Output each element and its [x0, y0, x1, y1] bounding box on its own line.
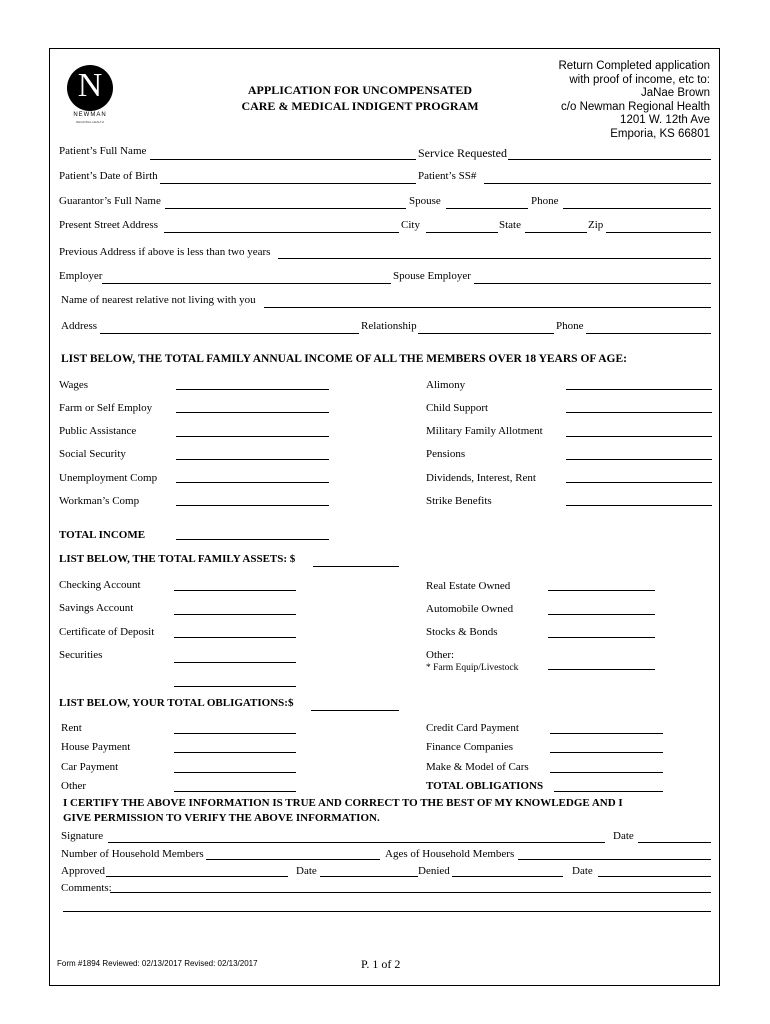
- patient-full-name-field[interactable]: [150, 159, 416, 160]
- logo-name: NEWMAN: [73, 112, 107, 118]
- label-approved-date: Date: [296, 865, 317, 877]
- asset-field[interactable]: [174, 686, 296, 687]
- income-field[interactable]: [566, 389, 712, 390]
- obligation-field[interactable]: [550, 752, 663, 753]
- return-line: Emporia, KS 66801: [610, 127, 710, 140]
- certify-line2: GIVE PERMISSION TO VERIFY THE ABOVE INFORMATION.: [63, 812, 380, 824]
- obligation-field[interactable]: [174, 791, 296, 792]
- income-field[interactable]: [176, 412, 329, 413]
- income-field[interactable]: [176, 482, 329, 483]
- denied-field[interactable]: [452, 876, 563, 877]
- form-number: Form #1894 Reviewed: 02/13/2017 Revised: 02/13/2017: [57, 959, 258, 968]
- asset-label: Other:: [426, 649, 455, 661]
- total-income-label: TOTAL INCOME: [59, 529, 146, 541]
- approved-date-field[interactable]: [320, 876, 418, 877]
- assets-heading: LIST BELOW, THE TOTAL FAMILY ASSETS: $: [59, 553, 296, 565]
- approved-field[interactable]: [106, 876, 288, 877]
- asset-field[interactable]: [174, 637, 296, 638]
- income-field[interactable]: [176, 459, 329, 460]
- return-line: with proof of income, etc to:: [569, 73, 710, 86]
- income-label: Public Assistance: [59, 425, 137, 437]
- asset-field[interactable]: [548, 590, 655, 591]
- return-address: [558, 60, 710, 141]
- phone2-field[interactable]: [586, 333, 711, 334]
- income-label: Farm or Self Employ: [59, 402, 153, 414]
- asset-other-note: * Farm Equip/Livestock: [426, 663, 519, 673]
- asset-field[interactable]: [548, 669, 655, 670]
- asset-field[interactable]: [174, 614, 296, 615]
- asset-field[interactable]: [174, 662, 296, 663]
- return-line: JaNae Brown: [640, 87, 710, 99]
- income-field[interactable]: [176, 389, 329, 390]
- obligation-label: Make & Model of Cars: [426, 761, 529, 773]
- label-city: City: [401, 219, 420, 231]
- income-label: Workman’s Comp: [59, 495, 140, 507]
- asset-label: Real Estate Owned: [426, 580, 511, 592]
- service-requested-field[interactable]: [508, 159, 711, 160]
- obligation-field[interactable]: [174, 772, 296, 773]
- denied-date-field[interactable]: [598, 876, 711, 877]
- income-heading: LIST BELOW, THE TOTAL FAMILY ANNUAL INCOME OF ALL THE MEMBERS OVER 18 YEARS OF AGE:: [61, 353, 627, 365]
- asset-field[interactable]: [548, 637, 655, 638]
- comments-field-line2[interactable]: [63, 911, 711, 912]
- label-comments: Comments:: [61, 882, 112, 894]
- label-denied-date: Date: [572, 865, 593, 877]
- income-field[interactable]: [566, 482, 712, 483]
- form-title-line2: CARE & MEDICAL INDIGENT PROGRAM: [241, 99, 479, 113]
- relationship-field[interactable]: [418, 333, 554, 334]
- label-guarantor: Guarantor’s Full Name: [59, 195, 161, 207]
- income-label: Dividends, Interest, Rent: [426, 472, 536, 484]
- label-spouse-employer: Spouse Employer: [393, 270, 471, 282]
- form-border: [49, 48, 720, 986]
- label-dob: Patient’s Date of Birth: [59, 170, 158, 182]
- income-label: Child Support: [426, 402, 489, 414]
- label-ss: Patient’s SS#: [418, 170, 477, 182]
- obligation-label: House Payment: [61, 741, 131, 753]
- asset-label: Automobile Owned: [426, 603, 514, 615]
- state-field[interactable]: [525, 232, 587, 233]
- ss-field[interactable]: [484, 183, 711, 184]
- dob-field[interactable]: [160, 183, 416, 184]
- return-line: 1201 W. 12th Ave: [620, 114, 710, 126]
- label-patient-full-name: Patient’s Full Name: [59, 145, 147, 157]
- income-field[interactable]: [176, 436, 329, 437]
- label-employer: Employer: [59, 270, 103, 282]
- asset-label: Checking Account: [59, 579, 141, 591]
- label-street: Present Street Address: [59, 219, 158, 231]
- label-ages: Ages of Household Members: [385, 848, 515, 860]
- obligation-field[interactable]: [174, 733, 296, 734]
- income-label: Pensions: [426, 448, 466, 460]
- obligation-label: Credit Card Payment: [426, 722, 519, 734]
- income-label: Social Security: [59, 448, 126, 460]
- obligation-label: Finance Companies: [426, 741, 514, 753]
- label-relationship: Relationship: [361, 320, 417, 332]
- return-line: c/o Newman Regional Health: [561, 100, 710, 113]
- obligation-field[interactable]: [174, 752, 296, 753]
- obligation-label: Other: [61, 780, 87, 792]
- previous-address-field[interactable]: [278, 258, 711, 259]
- label-service-requested: Service Requested: [418, 146, 507, 160]
- obligation-field[interactable]: [550, 733, 663, 734]
- label-previous-address: Previous Address if above is less than two years: [59, 246, 271, 258]
- label-denied: Denied: [418, 865, 450, 877]
- label-zip: Zip: [588, 219, 604, 231]
- comments-field[interactable]: [110, 892, 711, 893]
- total-income-field[interactable]: [176, 539, 329, 540]
- income-field[interactable]: [176, 505, 329, 506]
- label-nearest-relative: Name of nearest relative not living with you: [61, 294, 256, 306]
- logo-sub: REGIONAL HEALTH: [76, 120, 104, 124]
- total-obligations-field[interactable]: [554, 791, 663, 792]
- household-members-field[interactable]: [206, 859, 380, 860]
- city-field[interactable]: [426, 232, 498, 233]
- guarantor-field[interactable]: [165, 208, 406, 209]
- certify-line1: I CERTIFY THE ABOVE INFORMATION IS TRUE AND CORRECT TO THE BEST OF MY KNOWLEDGE AND I: [63, 797, 623, 809]
- total-obligations-dollar-field[interactable]: [311, 710, 399, 711]
- label-signature: Signature: [61, 830, 104, 842]
- phone-field[interactable]: [563, 208, 711, 209]
- label-phone: Phone: [531, 195, 559, 207]
- form-title-line1: APPLICATION FOR UNCOMPENSATED: [247, 83, 473, 97]
- total-obligations-label: TOTAL OBLIGATIONS: [426, 780, 544, 792]
- spouse-employer-field[interactable]: [474, 283, 711, 284]
- asset-label: Stocks & Bonds: [426, 626, 498, 638]
- obligations-heading: LIST BELOW, YOUR TOTAL OBLIGATIONS:$: [59, 697, 294, 709]
- signature-date-field[interactable]: [638, 842, 711, 843]
- address-field[interactable]: [100, 333, 359, 334]
- nearest-relative-field[interactable]: [264, 307, 711, 308]
- label-household-members: Number of Household Members: [61, 848, 204, 860]
- label-state: State: [499, 219, 521, 231]
- income-field[interactable]: [566, 459, 712, 460]
- logo-letter: N: [77, 67, 103, 104]
- obligation-field[interactable]: [550, 772, 663, 773]
- asset-label: Securities: [59, 649, 103, 661]
- spouse-field[interactable]: [446, 208, 528, 209]
- income-label: Alimony: [426, 379, 466, 391]
- income-label: Unemployment Comp: [59, 472, 158, 484]
- income-label: Military Family Allotment: [426, 425, 543, 437]
- total-assets-field[interactable]: [313, 566, 399, 567]
- page-number: P. 1 of 2: [361, 957, 401, 971]
- zip-field[interactable]: [606, 232, 711, 233]
- obligation-label: Car Payment: [61, 761, 119, 773]
- asset-label: Savings Account: [59, 602, 134, 614]
- income-field[interactable]: [566, 412, 712, 413]
- label-address: Address: [61, 320, 98, 332]
- label-date: Date: [613, 830, 634, 842]
- return-line: Return Completed application: [558, 60, 710, 72]
- signature-field[interactable]: [108, 842, 605, 843]
- income-field[interactable]: [566, 505, 712, 506]
- income-label: Strike Benefits: [426, 495, 492, 507]
- asset-field[interactable]: [548, 614, 655, 615]
- label-phone2: Phone: [556, 320, 584, 332]
- income-field[interactable]: [566, 436, 712, 437]
- ages-field[interactable]: [518, 859, 711, 860]
- label-spouse: Spouse: [409, 195, 441, 207]
- asset-field[interactable]: [174, 590, 296, 591]
- employer-field[interactable]: [102, 283, 391, 284]
- street-field[interactable]: [164, 232, 399, 233]
- income-label: Wages: [59, 379, 89, 391]
- label-approved: Approved: [61, 865, 105, 877]
- obligation-label: Rent: [61, 722, 82, 734]
- asset-label: Certificate of Deposit: [59, 626, 155, 638]
